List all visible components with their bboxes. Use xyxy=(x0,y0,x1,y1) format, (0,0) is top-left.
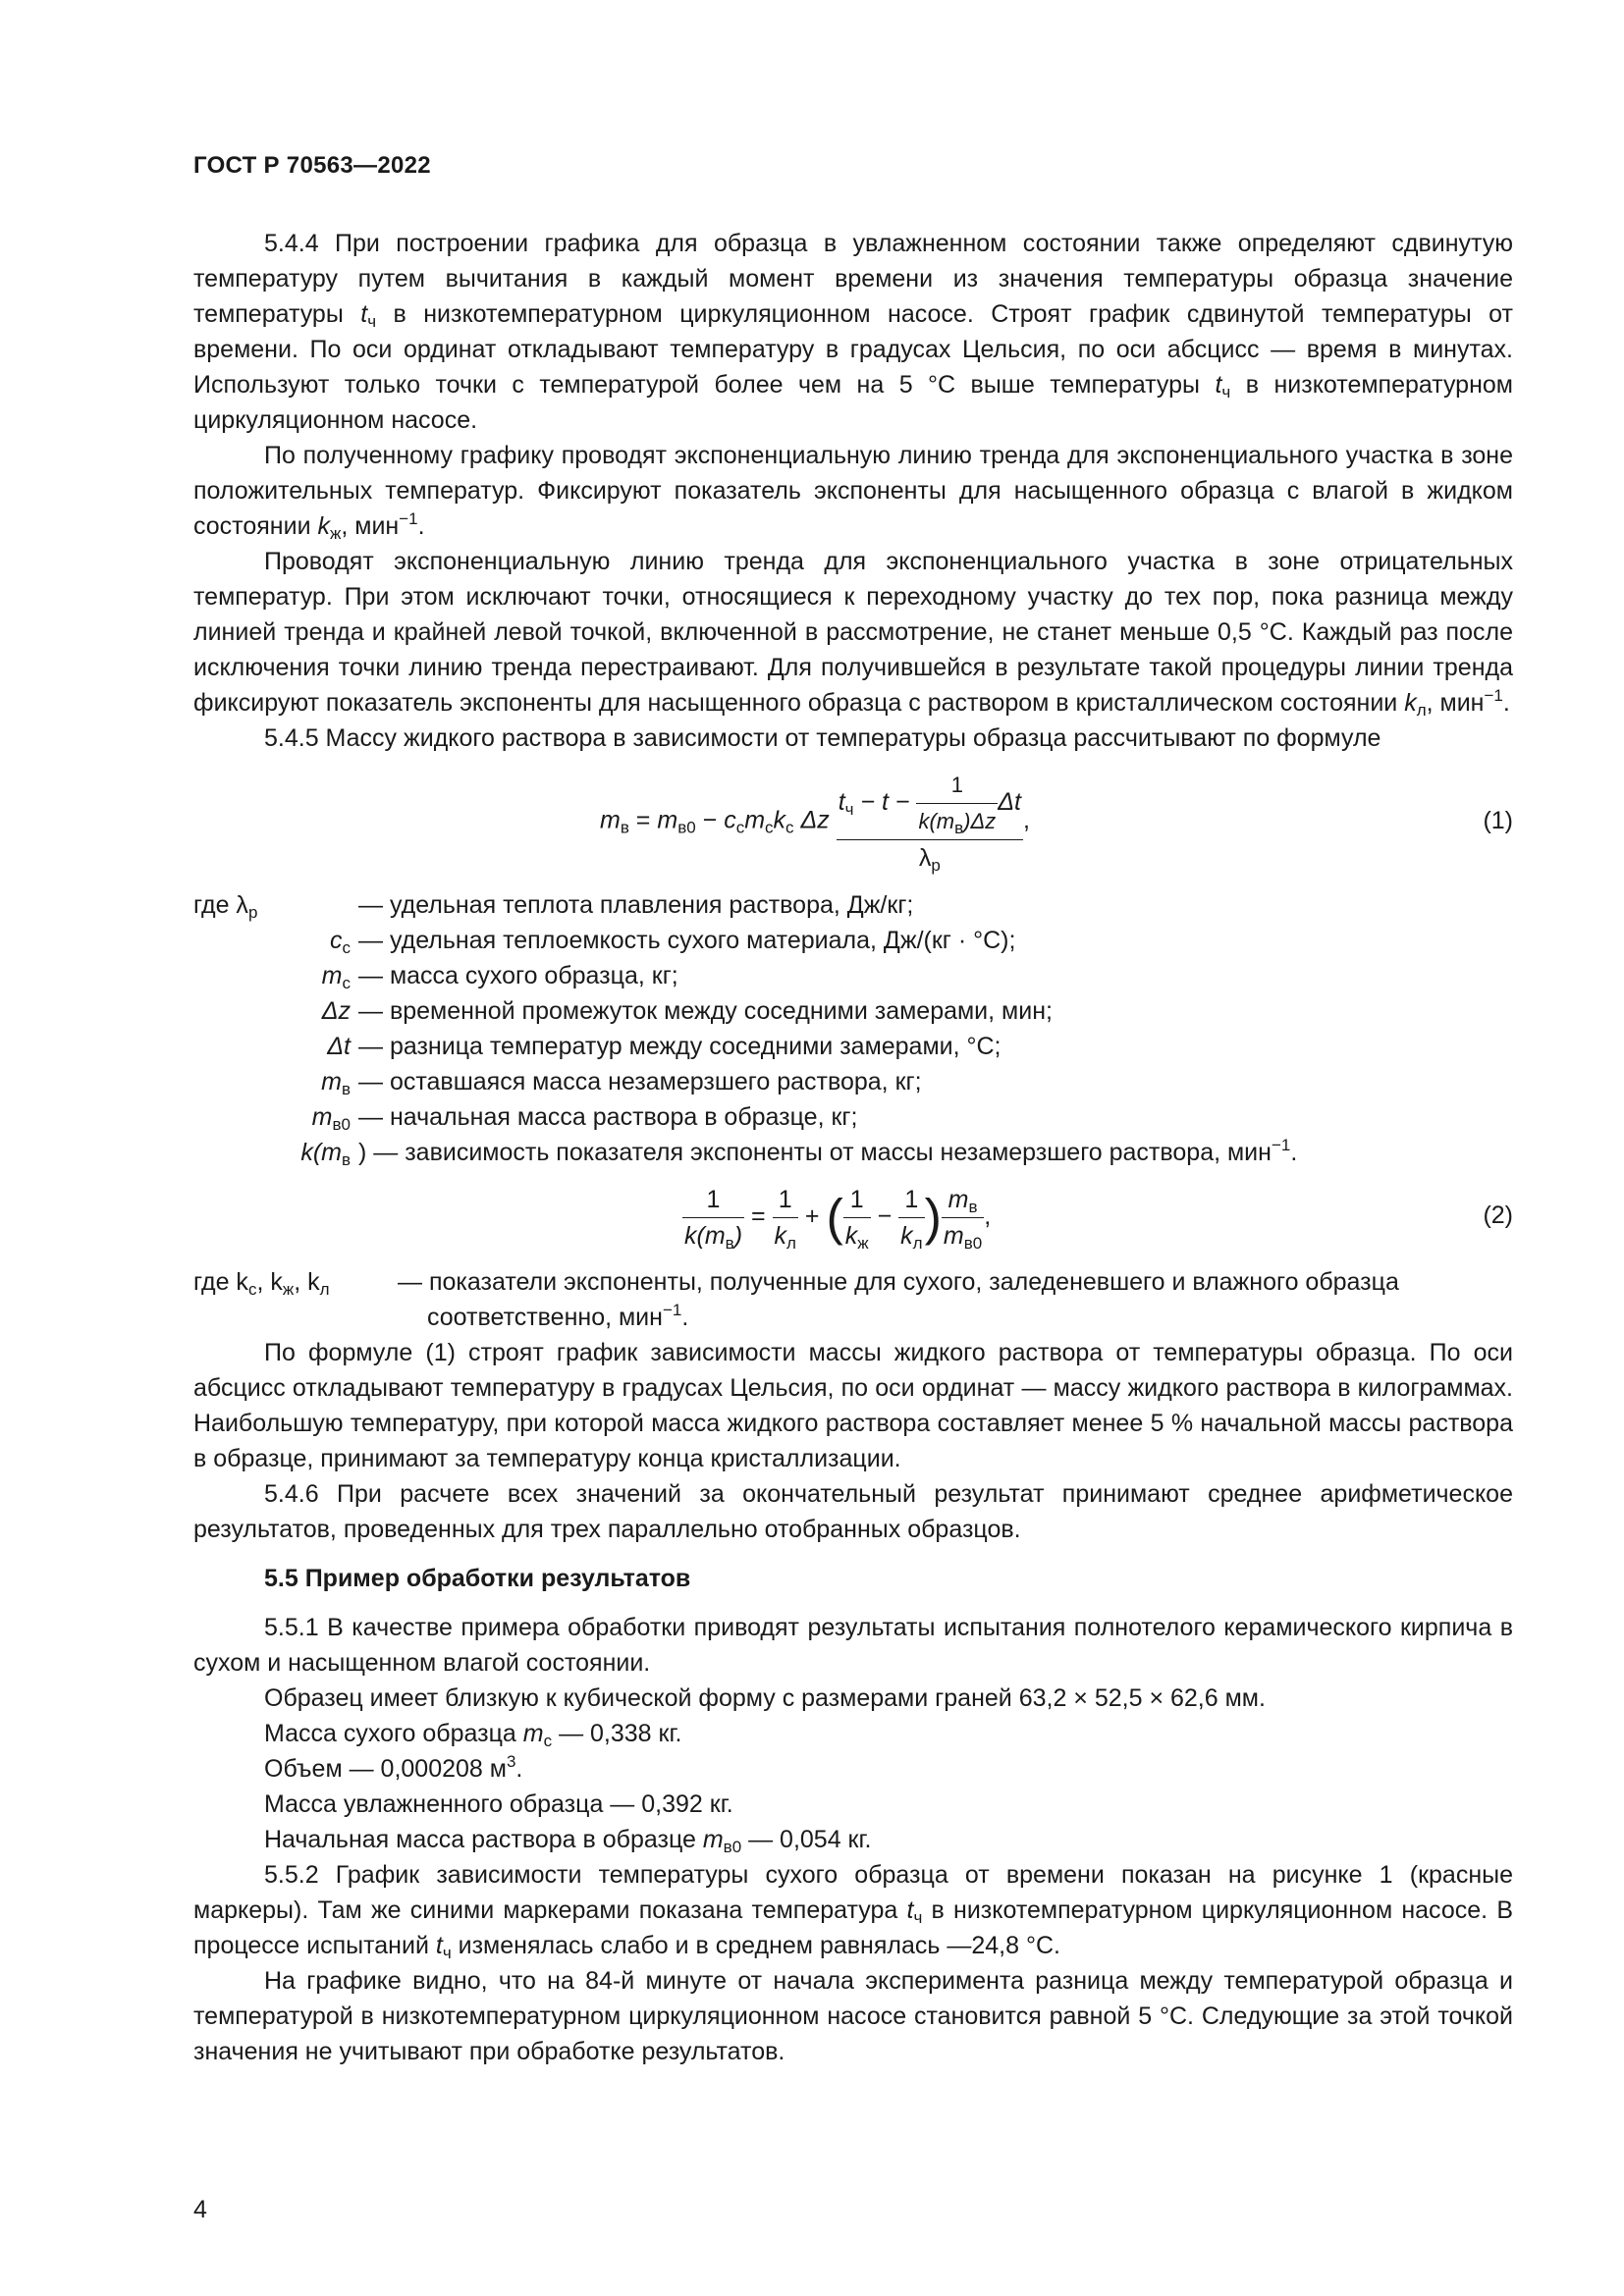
document-header: ГОСТ Р 70563—2022 xyxy=(193,152,431,179)
legend-symbol: Δt xyxy=(327,1033,351,1060)
legend-text: — разница температур между соседними замерами, °С; xyxy=(358,1033,1001,1060)
paragraph-graph-mass: По формуле (1) строят график зависимости массы жидкого раствора от температуры образца. По оси абсцисс откладывают температуру в градусах Цельсия, по оси ординат — массу жидкого раствора в килограммах. Наибольшую температуру, при которой масса жидкого раствора составляет менее 5 % начальной массы раствора в образце, принимают за температуру конца кристаллизации. xyxy=(193,1339,1513,1472)
legend-symbol: $m_{в0}$ xyxy=(311,1103,351,1134)
paragraph-5-5-1: 5.5.1 В качестве примера обработки приводят результаты испытания полнотелого керамического кирпича в сухом и насыщенном влагой состоянии. xyxy=(193,1614,1513,1677)
legend-symbol: Δz xyxy=(321,997,351,1025)
paragraph-dry-mass: Масса сухого образца $m_с$ — 0,338 кг. xyxy=(264,1720,682,1750)
legend-symbol: $m_в$ xyxy=(321,1068,351,1098)
legend-symbol: $k(m_в$ xyxy=(300,1139,351,1169)
legend-symbol: $c_с$ xyxy=(330,927,351,957)
paragraph-5-4-6: 5.4.6 При расчете всех значений за окончательный результат принимают среднее арифметическое результатов, проведенных для трех параллельно отобранных образцов. xyxy=(193,1480,1513,1543)
formula-1-legend xyxy=(193,887,1513,1170)
paragraph-initial-mass: Начальная масса раствора в образце $m_{в0}$ — 0,054 кг. xyxy=(264,1826,872,1856)
legend-text: — удельная теплота плавления раствора, Дж/кг; xyxy=(358,891,914,919)
legend-text: ) — зависимость показателя экспоненты от массы незамерзшего раствора, мин$^{-1}$. xyxy=(358,1136,1298,1166)
legend-text: — удельная теплоемкость сухого материала, Дж/(кг · °С); xyxy=(358,927,1016,954)
legend-symbol: где $k_с$, $k_ж$, $k_л$ xyxy=(193,1268,330,1299)
section-heading-5-5: 5.5 Пример обработки результатов xyxy=(264,1565,691,1592)
document-body xyxy=(193,226,1513,2069)
legend-text: — масса сухого образца, кг; xyxy=(358,962,678,989)
legend-text: — оставшаяся масса незамерзшего раствора, кг; xyxy=(358,1068,922,1095)
legend-symbol: $m_с$ xyxy=(321,962,351,992)
formula-2-legend xyxy=(193,1264,1513,1335)
legend-text: — начальная масса раствора в образце, кг; xyxy=(358,1103,858,1131)
formula-2-expression: $\frac{1}{k(m_в)}$ = $\frac{1}{k_л}$ + ( $\frac{1}{k_ж}$ − $\frac{1}{k_л}$ ) $\frac{m_в}{m_{в0}}$ , xyxy=(682,1182,991,1254)
paragraph-sample-shape: Образец имеет близкую к кубической форму с размерами граней 63,2 × 52,5 × 62,6 мм. xyxy=(264,1684,1266,1712)
formula-2-number: (2) xyxy=(1483,1201,1513,1229)
formula-1-number: (1) xyxy=(1483,807,1513,834)
paragraph-5-4-4: 5.4.4 При построении графика для образца в увлажненном состоянии также определяют сдвинутую температуру путем вычитания в каждый момент времени из значения температуры образца значение температуры $t_ч$ в низкотемпературном циркуляционном насосе. Строят график сдвинутой температуры от времени. По оси ординат откладывают температуру в градусах Цельсия, по оси абсцисс — время в минутах. Используют только точки с температурой более чем на 5 °С выше температуры $t_ч$ в низкотемпературном циркуляционном насосе. xyxy=(193,230,1513,434)
legend-text: — показатели экспоненты, полученные для сухого, заледеневшего и влажного образца соответственно, мин$^{-1}$. xyxy=(398,1268,1399,1331)
paragraph-volume: Объем — 0,000208 $м^3$. xyxy=(264,1752,523,1783)
paragraph-84-minute: На графике видно, что на 84-й минуте от начала эксперимента разница между температурой образца и температурой в низкотемпературном циркуляционном насосе становится равной 5 °С. Следующие за этой точкой значения не учитывают при обработке результатов. xyxy=(193,1967,1513,2065)
formula-1 xyxy=(193,762,1513,880)
paragraph-5-5-2: 5.5.2 График зависимости температуры сухого образца от времени показан на рисунке 1 (красные маркеры). Там же синими маркерами показана температура $t_ч$ в низкотемпературном циркуляционном насосе. В процессе испытаний $t_ч$ изменялась слабо и в среднем равнялась —24,8 °С. xyxy=(193,1861,1513,1962)
formula-1-fraction: $t_ч - t$ − $\frac{1}{k(m_в)\Delta z}$ Δt $\lambda_р$ xyxy=(837,768,1023,876)
formula-1-expression: $m_в = m_{в0} - c_сm_сk_с$ Δz $t_ч - t$ − $\frac{1}{k(m_в)\Delta z}$ Δt $\lambda_р$ , xyxy=(600,768,1030,876)
formula-2 xyxy=(193,1180,1513,1255)
paragraph-trend-positive: По полученному графику проводят экспоненциальную линию тренда для экспоненциального участка в зоне положительных температур. Фиксируют показатель экспоненты для насыщенного образца с влагой в жидком состоянии $k_ж$, мин$^{-1}$. xyxy=(193,442,1513,543)
page-number: 4 xyxy=(193,2196,207,2223)
paragraph-wet-mass: Масса увлажненного образца — 0,392 кг. xyxy=(264,1790,733,1818)
paragraph-5-4-5: 5.4.5 Массу жидкого раствора в зависимости от температуры образца рассчитывают по формуле xyxy=(264,724,1381,752)
paragraph-trend-negative: Проводят экспоненциальную линию тренда для экспоненциального участка в зоне отрицательных температур. При этом исключают точки, относящиеся к переходному участку до тех пор, пока разница между линией тренда и крайней левой точкой, включенной в рассмотрение, не станет меньше 0,5 °С. Каждый раз после исключения точки линию тренда перестраивают. Для получившейся в результате такой процедуры линии тренда фиксируют показатель экспоненты для насыщенного образца с раствором в кристаллическом состоянии $k_л$, мин$^{-1}$. xyxy=(193,548,1513,720)
legend-symbol: где $\lambda_р$ xyxy=(193,891,258,922)
legend-text: — временной промежуток между соседними замерами, мин; xyxy=(358,997,1053,1025)
